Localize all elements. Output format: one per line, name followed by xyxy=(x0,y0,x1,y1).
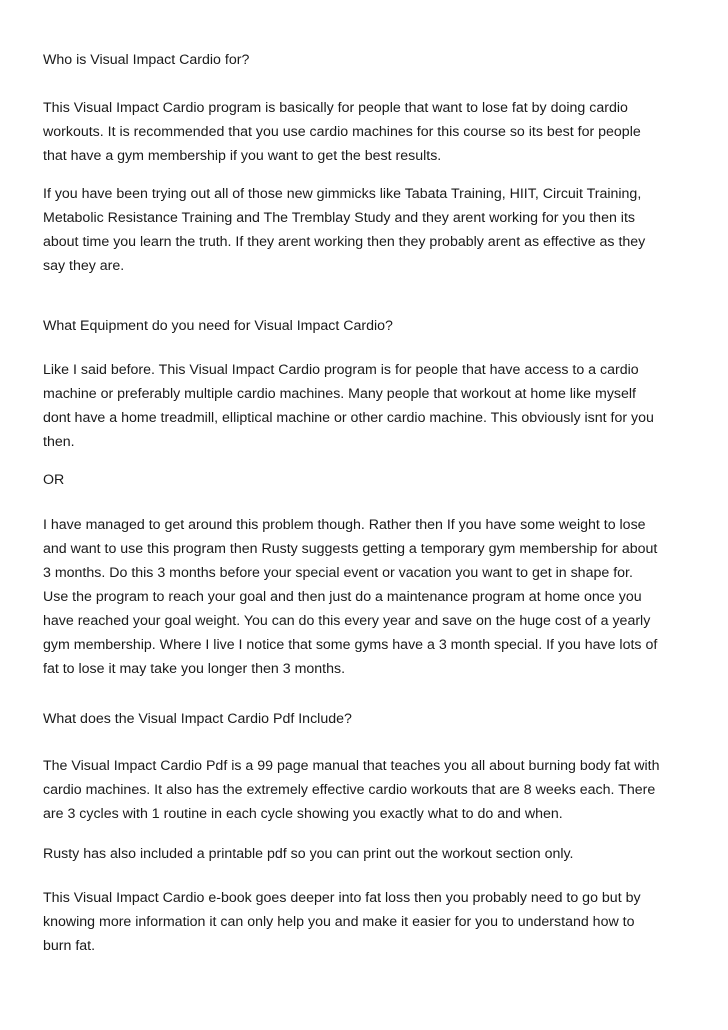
paragraph-line: This Visual Impact Cardio program is basically for people that want to lose fat by doing cardio xyxy=(43,100,628,116)
paragraph-line: cardio machines. It also has the extremely effective cardio workouts that are 8 weeks each. There xyxy=(43,782,656,798)
paragraph-line: Use the program to reach your goal and then just do a maintenance program at home once you xyxy=(43,589,642,605)
paragraph-line: 3 months. Do this 3 months before your special event or vacation you want to get in shape for. xyxy=(43,565,633,581)
paragraph-line: say they are. xyxy=(43,258,125,274)
section-heading: What does the Visual Impact Cardio Pdf Include? xyxy=(43,711,352,727)
paragraph-line: are 3 cycles with 1 routine in each cycle showing you exactly what to do and when. xyxy=(43,806,563,822)
paragraph-line: Metabolic Resistance Training and The Tremblay Study and they arent working for you then its xyxy=(43,210,635,226)
paragraph-line: If you have been trying out all of those new gimmicks like Tabata Training, HIIT, Circuit Training, xyxy=(43,186,642,202)
paragraph-line: gym membership. Where I live I notice that some gyms have a 3 month special. If you have lots of xyxy=(43,637,658,653)
paragraph-line: have reached your goal weight. You can do this every year and save on the huge cost of a yearly xyxy=(43,613,651,629)
paragraph-line: I have managed to get around this problem though. Rather then If you have some weight to lose xyxy=(43,517,646,533)
paragraph-line: burn fat. xyxy=(43,938,96,954)
paragraph-line: machine or preferably multiple cardio machines. Many people that workout at home like myself xyxy=(43,386,637,402)
paragraph-line: The Visual Impact Cardio Pdf is a 99 page manual that teaches you all about burning body fat with xyxy=(43,758,660,774)
paragraph-line: OR xyxy=(43,472,65,488)
section-heading: Who is Visual Impact Cardio for? xyxy=(43,52,250,68)
paragraph-line: dont have a home treadmill, elliptical machine or other cardio machine. This obviously isnt for you xyxy=(43,410,654,426)
paragraph-line: then. xyxy=(43,434,75,450)
paragraph-line: Rusty has also included a printable pdf so you can print out the workout section only. xyxy=(43,846,574,862)
paragraph-line: fat to lose it may take you longer then 3 months. xyxy=(43,661,346,677)
paragraph-line: about time you learn the truth. If they arent working then they probably arent as effective as they xyxy=(43,234,646,250)
paragraph-line: that have a gym membership if you want to get the best results. xyxy=(43,148,442,164)
paragraph-line: Like I said before. This Visual Impact Cardio program is for people that have access to a cardio xyxy=(43,362,639,378)
paragraph-line: and want to use this program then Rusty suggests getting a temporary gym membership for about xyxy=(43,541,658,557)
paragraph-line: This Visual Impact Cardio e-book goes deeper into fat loss then you probably need to go but by xyxy=(43,890,641,906)
paragraph-line: knowing more information it can only help you and make it easier for you to understand how to xyxy=(43,914,635,930)
section-heading: What Equipment do you need for Visual Impact Cardio? xyxy=(43,318,393,334)
paragraph-line: workouts. It is recommended that you use cardio machines for this course so its best for people xyxy=(43,124,641,140)
